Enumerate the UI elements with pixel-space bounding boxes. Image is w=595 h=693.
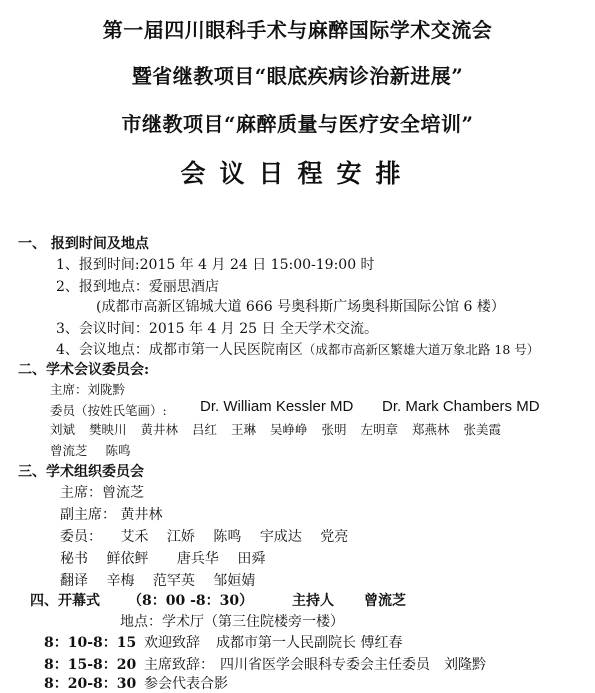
schedule-row xyxy=(44,654,486,674)
schedule-time: 8：10-8：15 xyxy=(44,635,137,651)
schedule-time: 8：15-8：20 xyxy=(44,657,137,673)
section3-heading: 三、学术组织委员会 xyxy=(18,464,144,480)
title-line-1: 第一届四川眼科手术与麻醉国际学术交流会 xyxy=(102,18,493,42)
schedule-item: 主席致辞： xyxy=(144,657,214,673)
schedule-row xyxy=(44,673,228,693)
member-name: 张明 xyxy=(321,422,347,437)
meeting-location-address: （成都市高新区繁雄大道万象北路 18 号） xyxy=(302,342,540,357)
member-name: 曾流芝 xyxy=(50,443,88,458)
member-name: 王琳 xyxy=(231,422,257,437)
checkin-location: 2、报到地点：爱丽思酒店 xyxy=(56,279,219,295)
translator-label: 翻译 xyxy=(60,573,88,589)
schedule-title: 会议日程安排 xyxy=(180,159,415,188)
meeting-location xyxy=(56,339,539,359)
opening-time: （8：00 -8：30） xyxy=(128,593,254,609)
intl-member-1: Dr. William Kessler MD xyxy=(200,398,354,415)
organizing-members-label: 委员： xyxy=(60,529,102,545)
host-name: 曾流芝 xyxy=(364,593,406,609)
member-name: 陈鸣 xyxy=(105,443,131,458)
organizing-members xyxy=(60,526,362,546)
schedule-detail: 成都市第一人民副院长 傅红春 xyxy=(216,635,403,651)
opening-location: 地点：学术厅（第三住院楼旁一楼） xyxy=(120,614,344,630)
member-name: 吴峥峥 xyxy=(270,422,308,437)
section4-heading: 四、开幕式 xyxy=(30,593,100,609)
schedule-time: 8：20-8：30 xyxy=(44,676,137,692)
title-line-2: 暨省继教项目“眼底疾病诊治新进展” xyxy=(131,64,464,88)
schedule-detail: 四川省医学会眼科专委会主任委员 刘隆黔 xyxy=(220,657,486,673)
section1-heading: 一、 报到时间及地点 xyxy=(18,236,149,252)
member-name: 张美霞 xyxy=(463,422,502,437)
member-name: 吕红 xyxy=(192,422,218,437)
schedule-item: 参会代表合影 xyxy=(144,676,228,692)
member-name: 江娇 xyxy=(166,529,195,545)
secretary-label: 秘书 xyxy=(60,551,88,567)
member-name: 辛梅 xyxy=(106,573,135,589)
schedule-row xyxy=(44,632,402,652)
intl-member-2: Dr. Mark Chambers MD xyxy=(382,398,540,415)
member-name: 宇成达 xyxy=(259,529,302,545)
member-name: 党亮 xyxy=(320,529,349,545)
secretaries-row xyxy=(60,548,279,568)
host-label: 主持人 xyxy=(292,593,334,609)
translators-row xyxy=(60,570,269,590)
member-name: 艾禾 xyxy=(120,529,149,545)
member-name: 左明章 xyxy=(360,422,399,437)
meeting-location-text: 4、会议地点：成都市第一人民医院南区 xyxy=(56,342,303,358)
meeting-time: 3、会议时间：2015 年 4 月 25 日 全天学术交流。 xyxy=(56,321,378,337)
title-line-3: 市继教项目“麻醉质量与医疗安全培训” xyxy=(121,112,474,136)
academic-chair: 主席：刘陇黔 xyxy=(50,382,126,397)
member-name: 鲜依鲆 xyxy=(106,551,149,567)
member-name: 樊映川 xyxy=(89,422,127,437)
member-name: 范罕英 xyxy=(152,573,195,589)
academic-members-row1 xyxy=(50,420,511,438)
member-name: 唐兵华 xyxy=(176,551,219,567)
member-name: 田舜 xyxy=(237,551,266,567)
academic-members-row2 xyxy=(50,441,145,459)
organizing-chair: 主席：曾流芝 xyxy=(60,485,144,501)
checkin-time: 1、报到时间:2015 年 4 月 24 日 15:00-19:00 时 xyxy=(56,257,375,273)
organizing-vice-chair: 副主席： 黄井林 xyxy=(60,507,163,523)
checkin-address: (成都市高新区锦城大道 666 号奥科斯广场奥科斯国际公馆 6 楼） xyxy=(96,299,505,315)
academic-members-label: 委员（按姓氏笔画）: xyxy=(50,403,167,418)
member-name: 邹姮婧 xyxy=(213,573,256,589)
schedule-item: 欢迎致辞 xyxy=(144,635,200,651)
member-name: 刘斌 xyxy=(50,422,76,437)
member-name: 陈鸣 xyxy=(213,529,242,545)
member-name: 郑燕林 xyxy=(412,422,450,437)
member-name: 黄井林 xyxy=(140,422,179,437)
section2-heading: 二、学术会议委员会: xyxy=(18,362,150,378)
